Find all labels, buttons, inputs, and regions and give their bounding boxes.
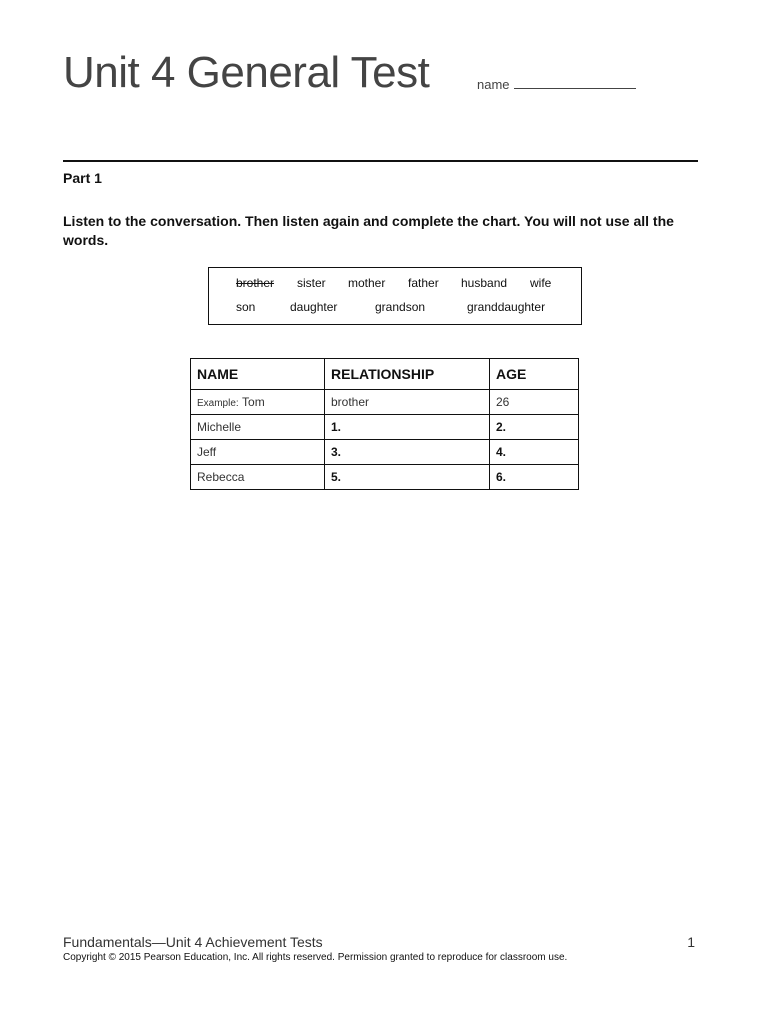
- relationship-answer-cell[interactable]: 3.: [325, 440, 490, 465]
- example-name: Tom: [242, 395, 265, 409]
- example-age: 26: [490, 390, 579, 415]
- word-bank: [208, 267, 582, 325]
- age-answer-cell[interactable]: 2.: [490, 415, 579, 440]
- page-title: Unit 4 General Test: [63, 48, 430, 97]
- word-bank-word: brother: [236, 276, 275, 290]
- name-field: [477, 76, 636, 92]
- column-header-relationship: RELATIONSHIP: [325, 359, 490, 390]
- name-cell: Rebecca: [191, 465, 325, 490]
- word-bank-word: granddaughter: [467, 300, 546, 314]
- age-answer-cell[interactable]: 6.: [490, 465, 579, 490]
- name-cell: Michelle: [191, 415, 325, 440]
- word-bank-word: sister: [297, 276, 326, 290]
- word-bank-word: wife: [530, 276, 552, 290]
- example-prefix: Example:: [197, 398, 239, 409]
- table-row: [191, 465, 579, 490]
- table-header-row: [191, 359, 579, 390]
- footer: [63, 934, 695, 950]
- instructions: Listen to the conversation. Then listen again and complete the chart. You will not use all the words.: [63, 213, 674, 248]
- relationship-chart: [190, 358, 579, 490]
- word-bank-word: grandson: [375, 300, 426, 314]
- name-label: name: [477, 77, 510, 92]
- table-row: [191, 415, 579, 440]
- example-name-cell: [191, 390, 325, 415]
- word-bank-word: father: [408, 276, 439, 290]
- age-answer-cell[interactable]: 4.: [490, 440, 579, 465]
- name-cell: Jeff: [191, 440, 325, 465]
- word-bank-word: husband: [461, 276, 508, 290]
- part-label: Part 1: [63, 170, 102, 186]
- word-bank-word: mother: [348, 276, 386, 290]
- copyright-notice: Copyright © 2015 Pearson Education, Inc. All rights reserved. Permission granted to reproduce for classroom use.: [63, 952, 568, 963]
- word-bank-word: daughter: [290, 300, 338, 314]
- footer-book-title: Fundamentals—Unit 4 Achievement Tests: [63, 934, 323, 950]
- divider-rule: [63, 160, 698, 162]
- table-row-example: [191, 390, 579, 415]
- page-number: 1: [687, 934, 695, 950]
- table-row: [191, 440, 579, 465]
- column-header-age: AGE: [490, 359, 579, 390]
- word-bank-word: son: [236, 300, 256, 314]
- column-header-name: NAME: [191, 359, 325, 390]
- example-relationship: brother: [325, 390, 490, 415]
- name-blank[interactable]: [514, 76, 636, 89]
- relationship-answer-cell[interactable]: 1.: [325, 415, 490, 440]
- relationship-answer-cell[interactable]: 5.: [325, 465, 490, 490]
